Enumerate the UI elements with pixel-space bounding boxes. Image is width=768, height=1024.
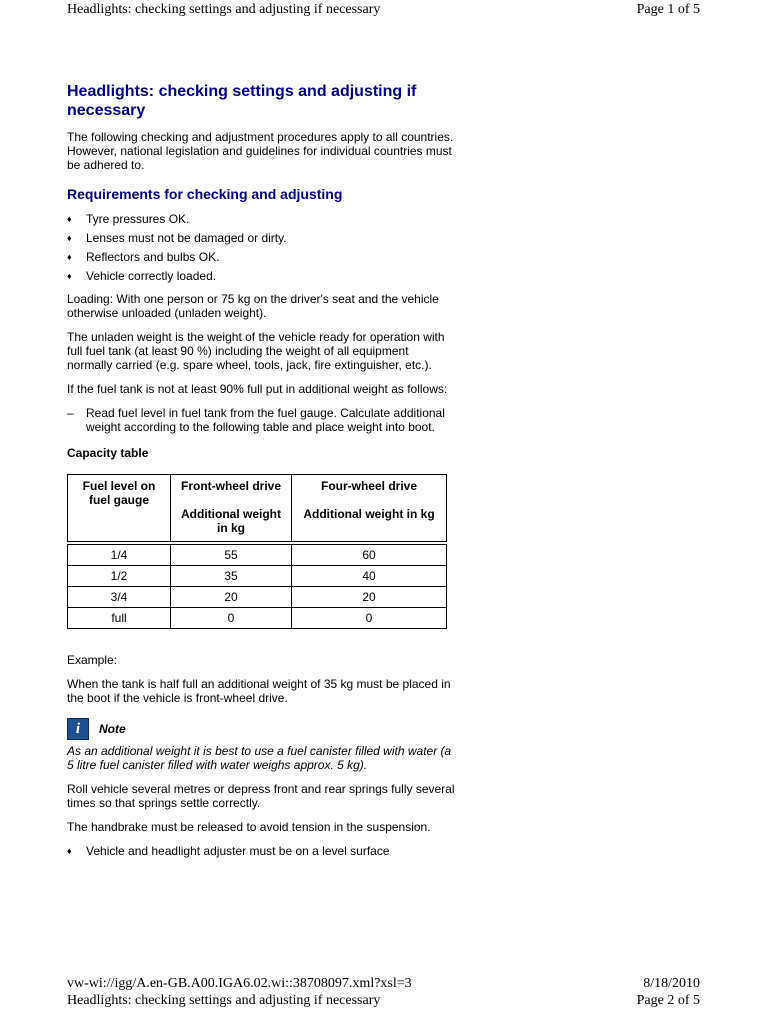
example-paragraph: When the tank is half full an additional weight of 35 kg must be placed in the boot if the vehicle is front-wheel drive. [67,677,451,705]
page-header-number: Page 1 of 5 [636,2,700,17]
handbrake-paragraph: The handbrake must be released to avoid tension in the suspension. [67,820,431,834]
list-item: ♦ Vehicle correctly loaded. [67,269,217,283]
bullet-icon: ♦ [67,271,72,281]
list-item: ♦ Vehicle and headlight adjuster must be on a level surface [67,844,390,858]
requirements-list [67,212,457,283]
capacity-table-title: Capacity table [67,446,149,460]
info-icon: i [67,718,89,740]
document-title: Headlights: checking settings and adjusting if necessary [67,83,417,119]
table-row: 3/4 20 20 [68,587,447,608]
table-row: 1/2 35 40 [68,566,447,587]
note-header [67,718,457,740]
note-title: Note [99,722,126,736]
footer-page-number: Page 2 of 5 [636,993,700,1008]
list-item: ♦ Tyre pressures OK. [67,212,190,226]
example-label: Example: [67,653,118,667]
column-header-four-wheel: Four-wheel drive Additional weight in kg [292,475,447,542]
column-header-front-wheel: Front-wheel drive Additional weight in kg [171,475,292,542]
table-row: 1/4 55 60 [68,545,447,566]
footer-title: Headlights: checking settings and adjusting if necessary [67,993,381,1008]
column-header-fuel-level: Fuel level on fuel gauge [68,475,171,542]
requirements-heading: Requirements for checking and adjusting [67,186,343,202]
unladen-paragraph: The unladen weight is the weight of the vehicle ready for operation with full fuel tank (at least 90 %) including the weight of all equipment normally carried (e.g. spare wheel, tools, jack, fire extinguisher, etc.). [67,330,445,372]
bullet-icon: ♦ [67,846,72,856]
table-row: full 0 0 [68,608,447,629]
level-list [67,844,457,858]
list-item: ♦ Reflectors and bulbs OK. [67,250,220,264]
list-item: ♦ Lenses must not be damaged or dirty. [67,231,287,245]
loading-paragraph: Loading: With one person or 75 kg on the driver's seat and the vehicle otherwise unloaded (unladen weight). [67,292,439,320]
bullet-icon: ♦ [67,252,72,262]
intro-paragraph: The following checking and adjustment procedures apply to all countries. However, national legislation and guidelines for individual countries must be adhered to. [67,130,454,172]
document-body [67,82,457,863]
footer-url: vw-wi://igg/A.en-GB.A00.IGA6.02.wi::38708097.xml?xsl=3 [67,976,412,991]
capacity-table [67,474,447,629]
footer-date: 8/18/2010 [643,976,700,991]
dash-icon: – [67,406,74,420]
page-header-title: Headlights: checking settings and adjusting if necessary [67,2,381,17]
note-text: As an additional weight it is best to use a fuel canister filled with water (a 5 litre fuel canister filled with water weighs approx. 5 kg). [67,744,452,772]
table-header-row [68,475,447,542]
step-item [67,406,457,434]
step-text: Read fuel level in fuel tank from the fuel gauge. Calculate additional weight according to the following table and place weight into boot. [86,406,445,434]
bullet-icon: ♦ [67,214,72,224]
roll-paragraph: Roll vehicle several metres or depress front and rear springs fully several times so that springs settle correctly. [67,782,455,810]
fuel-paragraph: If the fuel tank is not at least 90% full put in additional weight as follows: [67,382,448,396]
bullet-icon: ♦ [67,233,72,243]
